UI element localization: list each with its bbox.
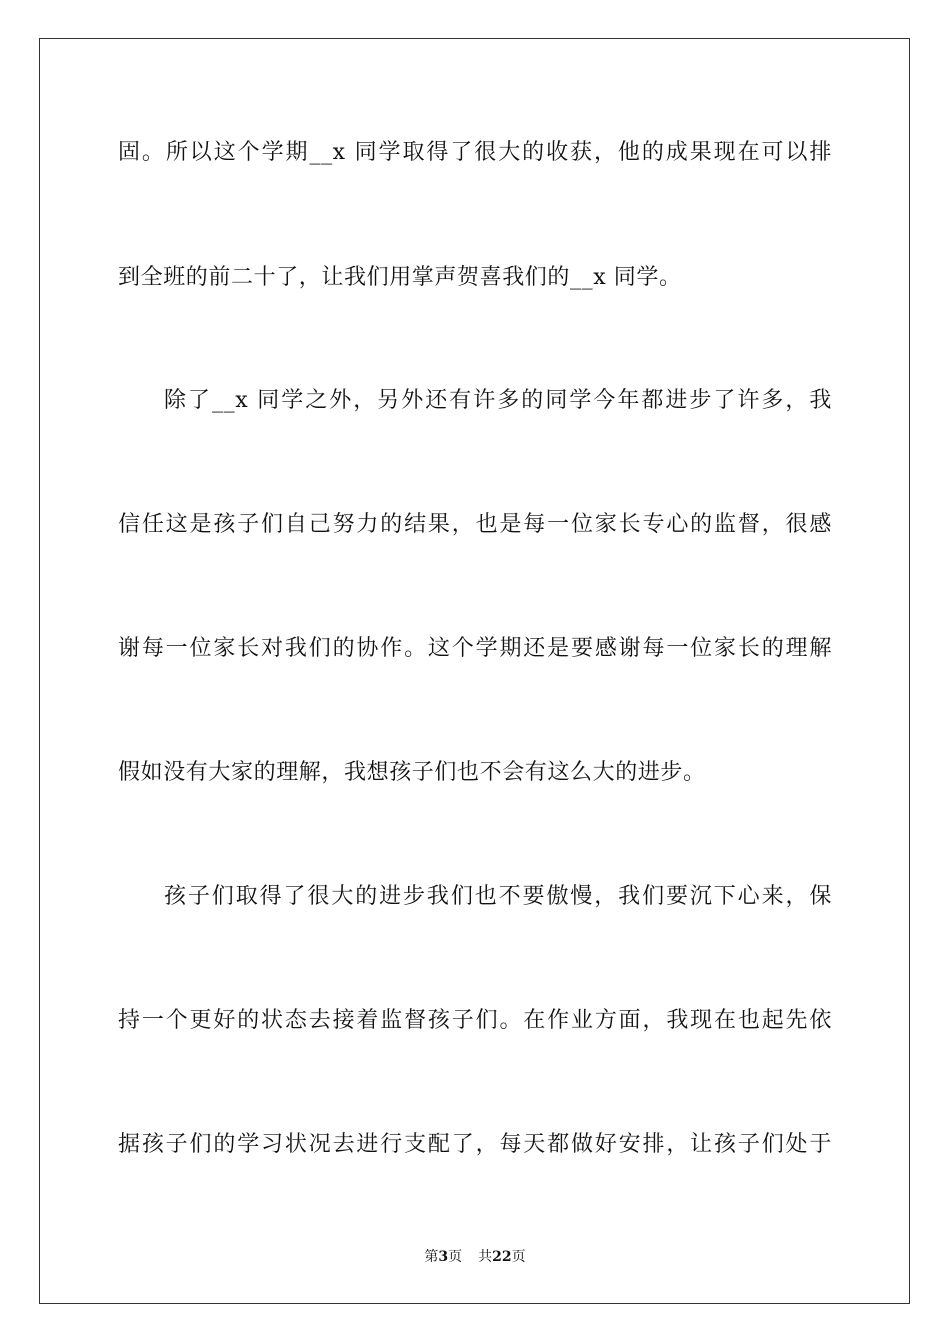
paragraph-line: 孩子们取得了很大的进步我们也不要傲慢，我们要沉下心来，保	[164, 884, 832, 909]
paragraph-line: 持一个更好的状态去接着监督孩子们。在作业方面，我现在也起先依	[118, 1008, 832, 1033]
page-number: 3	[438, 1249, 449, 1265]
paragraph-line: 固。所以这个学期__x 同学取得了很大的收获，他的成果现在可以排	[118, 140, 832, 165]
total-pages: 22	[492, 1249, 512, 1265]
total-suffix: 页	[511, 1249, 526, 1265]
page-footer	[0, 1248, 950, 1266]
total-prefix: 共	[478, 1249, 493, 1265]
paragraph-line: 假如没有大家的理解，我想孩子们也不会有这么大的进步。	[118, 760, 706, 785]
paragraph-line: 信任这是孩子们自己努力的结果，也是每一位家长专心的监督，很感	[118, 512, 832, 537]
paragraph-line: 据孩子们的学习状况去进行支配了，每天都做好安排，让孩子们处于	[118, 1132, 832, 1157]
paragraph-line: 谢每一位家长对我们的协作。这个学期还是要感谢每一位家长的理解	[118, 636, 832, 661]
page-suffix: 页	[448, 1249, 463, 1265]
page-border	[39, 38, 910, 1304]
paragraph-line: 除了__x 同学之外，另外还有许多的同学今年都进步了许多，我	[164, 388, 832, 413]
paragraph-line: 到全班的前二十了，让我们用掌声贺喜我们的__x 同学。	[118, 265, 682, 290]
page-prefix: 第	[424, 1249, 439, 1265]
